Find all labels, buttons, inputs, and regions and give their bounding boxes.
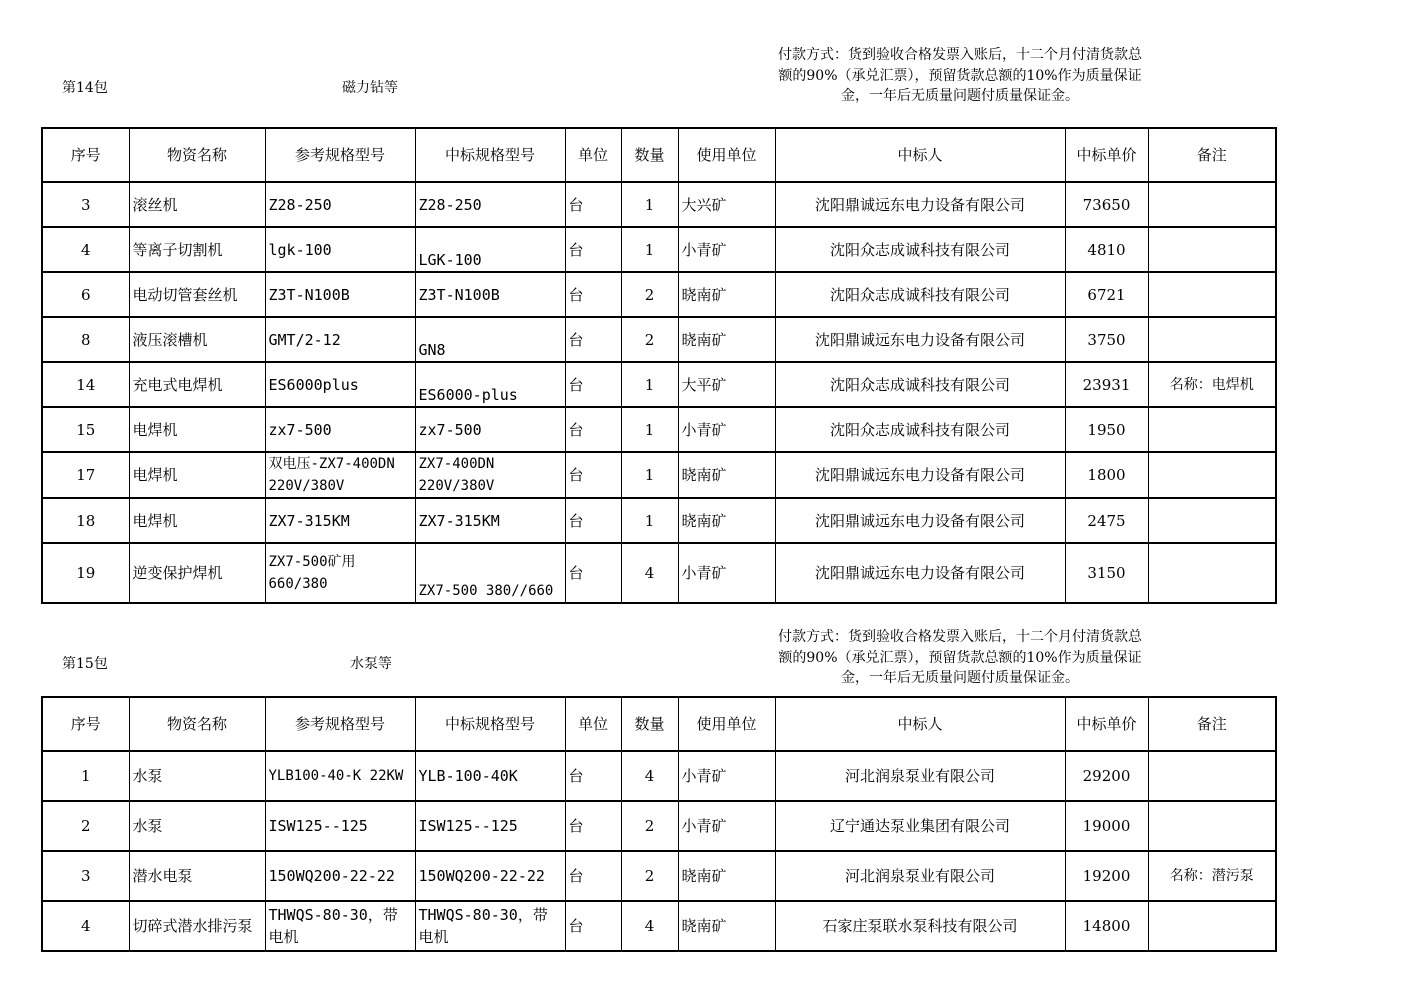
cell-no: 8 <box>42 317 129 362</box>
header-cell: 物资名称 <box>129 697 265 751</box>
cell-bid-spec: Z3T-N100B <box>415 272 565 317</box>
cell-price: 2475 <box>1065 498 1148 543</box>
cell-ref-spec: ZX7-500矿用 660/380 <box>265 543 415 603</box>
cell-bid-spec: YLB-100-40K <box>415 751 565 801</box>
cell-winner: 沈阳鼎诚远东电力设备有限公司 <box>775 317 1065 362</box>
cell-note <box>1148 317 1276 362</box>
table-header-row <box>42 697 1276 751</box>
header-cell: 物资名称 <box>129 128 265 182</box>
cell-price: 3150 <box>1065 543 1148 603</box>
table-row <box>42 362 1276 407</box>
cell-winner: 河北润泉泵业有限公司 <box>775 751 1065 801</box>
package-name: 水泵等 <box>350 656 392 672</box>
cell-unit: 台 <box>565 498 621 543</box>
cell-qty: 1 <box>621 407 678 452</box>
header-cell: 使用单位 <box>678 128 775 182</box>
cell-qty: 1 <box>621 362 678 407</box>
cell-bid-spec: zx7-500 <box>415 407 565 452</box>
cell-price: 29200 <box>1065 751 1148 801</box>
cell-note <box>1148 407 1276 452</box>
cell-user: 大兴矿 <box>678 182 775 227</box>
cell-user: 小青矿 <box>678 227 775 272</box>
header-cell: 序号 <box>42 697 129 751</box>
cell-bid-spec: ZX7-400DN 220V/380V <box>415 452 565 498</box>
cell-price: 4810 <box>1065 227 1148 272</box>
cell-ref-spec: 双电压-ZX7-400DN 220V/380V <box>265 452 415 498</box>
cell-price: 3750 <box>1065 317 1148 362</box>
cell-winner: 沈阳众志成诚科技有限公司 <box>775 272 1065 317</box>
header-cell: 参考规格型号 <box>265 128 415 182</box>
cell-note <box>1148 182 1276 227</box>
cell-no: 14 <box>42 362 129 407</box>
cell-qty: 2 <box>621 801 678 851</box>
header-cell: 中标单价 <box>1065 697 1148 751</box>
table-row <box>42 543 1276 603</box>
header-cell: 中标规格型号 <box>415 128 565 182</box>
cell-no: 3 <box>42 182 129 227</box>
header-cell: 中标人 <box>775 697 1065 751</box>
cell-user: 晓南矿 <box>678 851 775 901</box>
cell-winner: 沈阳众志成诚科技有限公司 <box>775 407 1065 452</box>
cell-bid-spec: 150WQ200-22-22 <box>415 851 565 901</box>
table-header-row <box>42 128 1276 182</box>
cell-no: 6 <box>42 272 129 317</box>
package-name: 磁力钻等 <box>342 80 398 96</box>
cell-bid-spec: LGK-100 <box>415 227 565 272</box>
cell-note: 名称：电焊机 <box>1148 362 1276 407</box>
cell-bid-spec: ZX7-500 380//660 <box>415 543 565 603</box>
package-14-table <box>41 127 1277 604</box>
header-cell: 中标规格型号 <box>415 697 565 751</box>
cell-price: 1800 <box>1065 452 1148 498</box>
cell-no: 15 <box>42 407 129 452</box>
cell-name: 充电式电焊机 <box>129 362 265 407</box>
cell-name: 切碎式潜水排污泵 <box>129 901 265 951</box>
table-row <box>42 801 1276 851</box>
cell-unit: 台 <box>565 182 621 227</box>
cell-ref-spec: lgk-100 <box>265 227 415 272</box>
cell-unit: 台 <box>565 543 621 603</box>
cell-name: 电焊机 <box>129 498 265 543</box>
cell-no: 4 <box>42 901 129 951</box>
cell-name: 电动切管套丝机 <box>129 272 265 317</box>
table-row <box>42 182 1276 227</box>
table-row <box>42 227 1276 272</box>
cell-unit: 台 <box>565 227 621 272</box>
cell-note <box>1148 498 1276 543</box>
cell-name: 水泵 <box>129 801 265 851</box>
cell-unit: 台 <box>565 452 621 498</box>
cell-no: 3 <box>42 851 129 901</box>
cell-qty: 2 <box>621 272 678 317</box>
cell-note <box>1148 452 1276 498</box>
cell-user: 大平矿 <box>678 362 775 407</box>
cell-unit: 台 <box>565 272 621 317</box>
cell-no: 17 <box>42 452 129 498</box>
cell-name: 水泵 <box>129 751 265 801</box>
cell-price: 19200 <box>1065 851 1148 901</box>
cell-note <box>1148 543 1276 603</box>
cell-ref-spec: ES6000plus <box>265 362 415 407</box>
cell-no: 19 <box>42 543 129 603</box>
cell-user: 小青矿 <box>678 751 775 801</box>
header-cell: 数量 <box>621 128 678 182</box>
cell-no: 4 <box>42 227 129 272</box>
table-row <box>42 407 1276 452</box>
cell-unit: 台 <box>565 362 621 407</box>
cell-ref-spec: YLB100-40-K 22KW <box>265 751 415 801</box>
table-row <box>42 498 1276 543</box>
cell-bid-spec: ZX7-315KM <box>415 498 565 543</box>
cell-name: 等离子切割机 <box>129 227 265 272</box>
cell-note <box>1148 227 1276 272</box>
cell-unit: 台 <box>565 407 621 452</box>
cell-winner: 辽宁通达泵业集团有限公司 <box>775 801 1065 851</box>
cell-user: 晓南矿 <box>678 452 775 498</box>
cell-user: 小青矿 <box>678 407 775 452</box>
cell-winner: 沈阳众志成诚科技有限公司 <box>775 362 1065 407</box>
cell-name: 潜水电泵 <box>129 851 265 901</box>
cell-user: 小青矿 <box>678 801 775 851</box>
cell-bid-spec: ES6000-plus <box>415 362 565 407</box>
cell-price: 73650 <box>1065 182 1148 227</box>
cell-name: 滚丝机 <box>129 182 265 227</box>
cell-unit: 台 <box>565 317 621 362</box>
cell-no: 2 <box>42 801 129 851</box>
cell-winner: 沈阳鼎诚远东电力设备有限公司 <box>775 452 1065 498</box>
cell-unit: 台 <box>565 901 621 951</box>
cell-note <box>1148 901 1276 951</box>
cell-qty: 2 <box>621 317 678 362</box>
payment-terms: 付款方式：货到验收合格发票入账后，十二个月付清货款总额的90%（承兑汇票），预留货款总额的10%作为质量保证金，一年后无质量问题付质量保证金。 <box>778 629 1142 686</box>
cell-qty: 1 <box>621 452 678 498</box>
cell-winner: 沈阳鼎诚远东电力设备有限公司 <box>775 182 1065 227</box>
cell-note: 名称：潜污泵 <box>1148 851 1276 901</box>
header-cell: 使用单位 <box>678 697 775 751</box>
cell-name: 逆变保护焊机 <box>129 543 265 603</box>
cell-price: 6721 <box>1065 272 1148 317</box>
cell-bid-spec: THWQS-80-30，带电机 <box>415 901 565 951</box>
header-cell: 单位 <box>565 697 621 751</box>
cell-user: 晓南矿 <box>678 272 775 317</box>
package-15-table <box>41 696 1277 952</box>
cell-winner: 石家庄泵联水泵科技有限公司 <box>775 901 1065 951</box>
cell-ref-spec: Z28-250 <box>265 182 415 227</box>
cell-qty: 4 <box>621 901 678 951</box>
table-row <box>42 751 1276 801</box>
header-cell: 备注 <box>1148 697 1276 751</box>
cell-no: 18 <box>42 498 129 543</box>
cell-ref-spec: ISW125--125 <box>265 801 415 851</box>
table-row <box>42 901 1276 951</box>
header-cell: 中标人 <box>775 128 1065 182</box>
cell-qty: 1 <box>621 498 678 543</box>
cell-price: 14800 <box>1065 901 1148 951</box>
header-cell: 参考规格型号 <box>265 697 415 751</box>
table-row <box>42 851 1276 901</box>
header-cell: 序号 <box>42 128 129 182</box>
cell-ref-spec: ZX7-315KM <box>265 498 415 543</box>
cell-user: 晓南矿 <box>678 317 775 362</box>
cell-price: 19000 <box>1065 801 1148 851</box>
table-row <box>42 317 1276 362</box>
cell-note <box>1148 801 1276 851</box>
cell-ref-spec: 150WQ200-22-22 <box>265 851 415 901</box>
payment-terms: 付款方式：货到验收合格发票入账后，十二个月付清货款总额的90%（承兑汇票），预留货款总额的10%作为质量保证金，一年后无质量问题付质量保证金。 <box>778 47 1142 104</box>
cell-name: 液压滚槽机 <box>129 317 265 362</box>
cell-ref-spec: THWQS-80-30，带电机 <box>265 901 415 951</box>
cell-bid-spec: GN8 <box>415 317 565 362</box>
cell-ref-spec: Z3T-N100B <box>265 272 415 317</box>
cell-winner: 沈阳众志成诚科技有限公司 <box>775 227 1065 272</box>
cell-user: 晓南矿 <box>678 498 775 543</box>
table-row <box>42 272 1276 317</box>
cell-bid-spec: ISW125--125 <box>415 801 565 851</box>
cell-qty: 2 <box>621 851 678 901</box>
package-number: 第14包 <box>62 80 108 96</box>
cell-qty: 4 <box>621 543 678 603</box>
cell-name: 电焊机 <box>129 452 265 498</box>
cell-winner: 河北润泉泵业有限公司 <box>775 851 1065 901</box>
cell-price: 23931 <box>1065 362 1148 407</box>
header-cell: 数量 <box>621 697 678 751</box>
cell-no: 1 <box>42 751 129 801</box>
header-cell: 备注 <box>1148 128 1276 182</box>
cell-note <box>1148 751 1276 801</box>
cell-note <box>1148 272 1276 317</box>
cell-winner: 沈阳鼎诚远东电力设备有限公司 <box>775 543 1065 603</box>
cell-qty: 1 <box>621 227 678 272</box>
header-cell: 中标单价 <box>1065 128 1148 182</box>
cell-ref-spec: GMT/2-12 <box>265 317 415 362</box>
table-row <box>42 452 1276 498</box>
package-number: 第15包 <box>62 656 108 672</box>
cell-user: 晓南矿 <box>678 901 775 951</box>
cell-qty: 1 <box>621 182 678 227</box>
cell-winner: 沈阳鼎诚远东电力设备有限公司 <box>775 498 1065 543</box>
cell-bid-spec: Z28-250 <box>415 182 565 227</box>
cell-price: 1950 <box>1065 407 1148 452</box>
cell-unit: 台 <box>565 851 621 901</box>
cell-user: 小青矿 <box>678 543 775 603</box>
cell-qty: 4 <box>621 751 678 801</box>
cell-ref-spec: zx7-500 <box>265 407 415 452</box>
header-cell: 单位 <box>565 128 621 182</box>
cell-name: 电焊机 <box>129 407 265 452</box>
cell-unit: 台 <box>565 751 621 801</box>
cell-unit: 台 <box>565 801 621 851</box>
